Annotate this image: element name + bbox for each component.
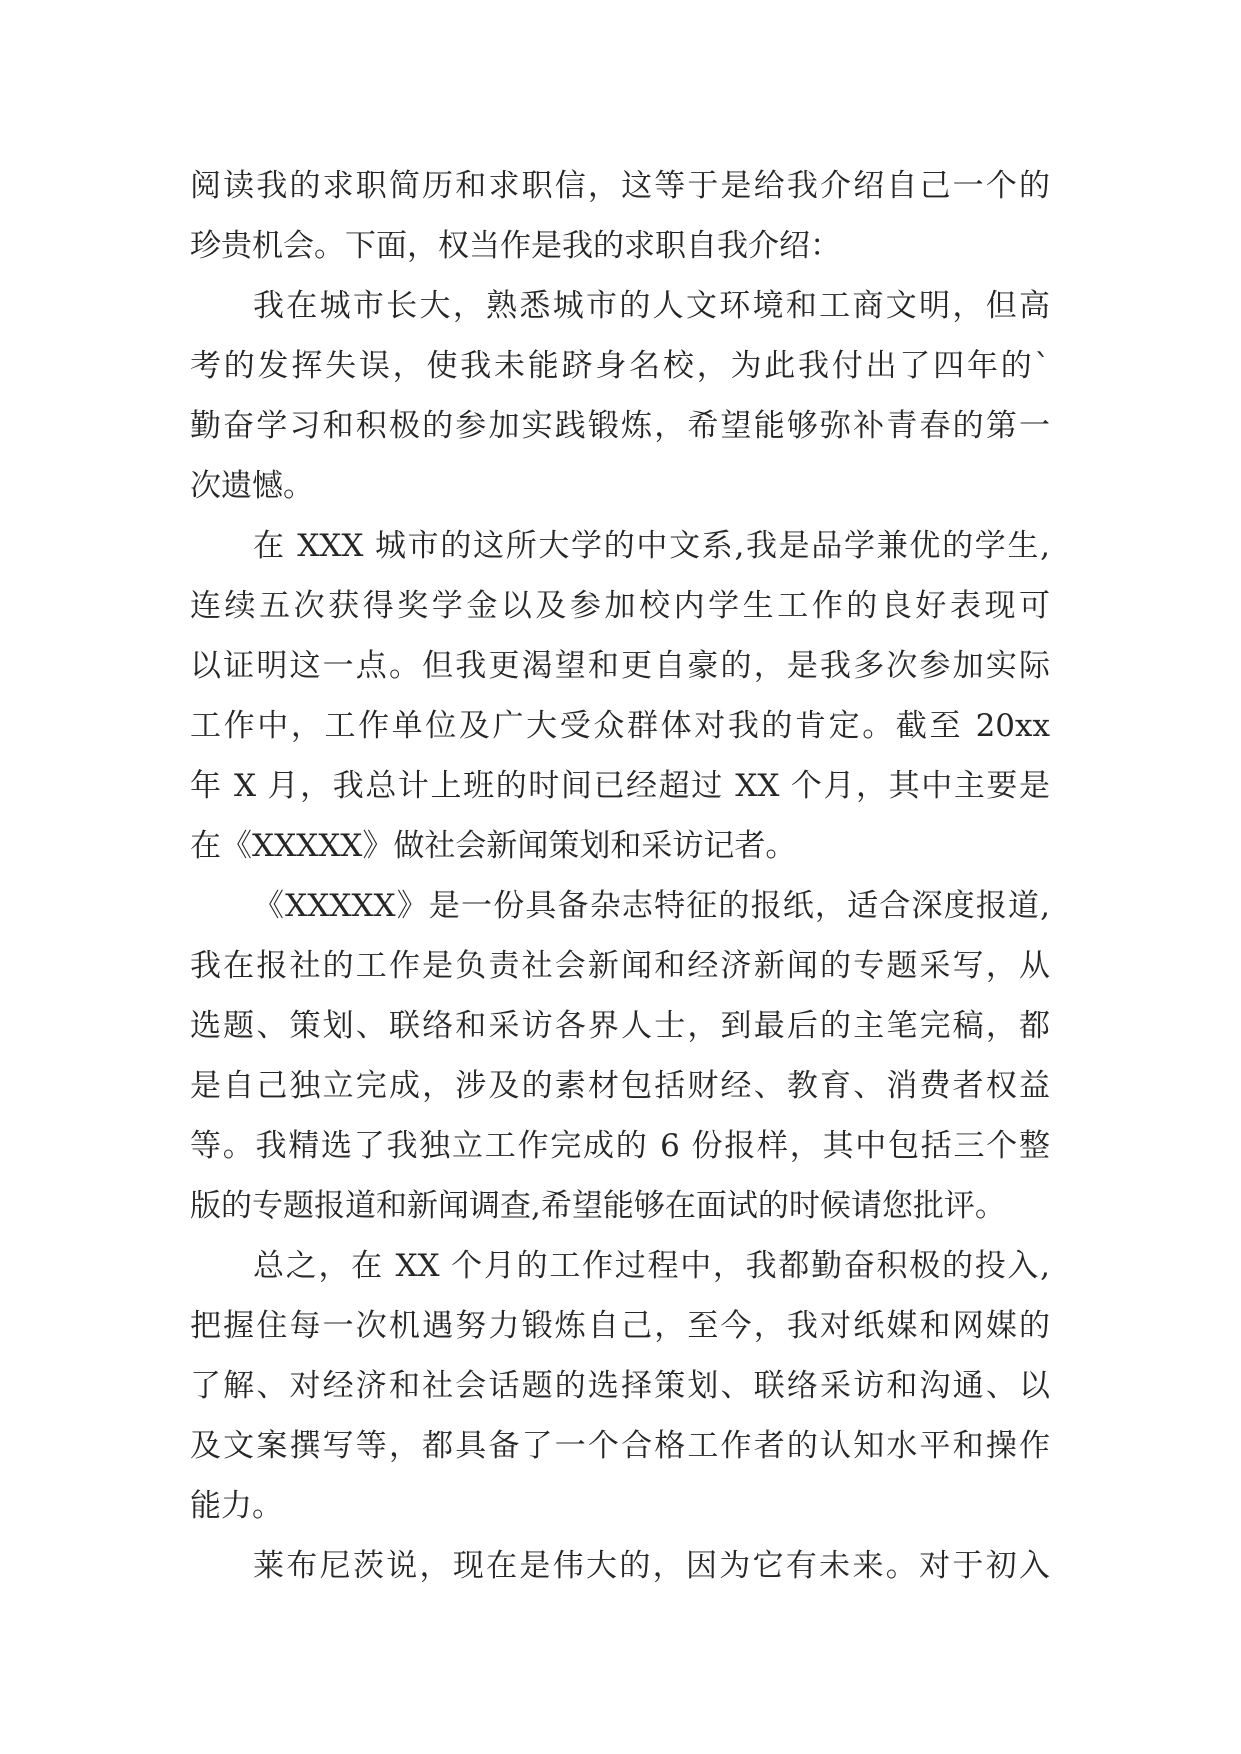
text-line: 把握住每一次机遇努力锻炼自己，至今，我对纸媒和网媒的 — [190, 1308, 1050, 1344]
text-line: 在 XXX 城市的这所大学的中文系,我是品学兼优的学生, — [253, 528, 1050, 564]
text-line: 次遗憾。 — [190, 468, 314, 504]
text-line: 及文案撰写等，都具备了一个合格工作者的认知水平和操作 — [190, 1428, 1050, 1464]
text-line: 珍贵机会。下面，权当作是我的求职自我介绍： — [190, 228, 841, 264]
text-line: 《XXXXX》是一份具备杂志特征的报纸，适合深度报道, — [253, 888, 1050, 924]
text-line: 在《XXXXX》做社会新闻策划和采访记者。 — [190, 828, 797, 864]
document-body — [190, 156, 1050, 1596]
text-line: 莱布尼茨说，现在是伟大的，因为它有未来。对于初入 — [253, 1548, 1050, 1584]
text-line: 了解、对经济和社会话题的选择策划、联络采访和沟通、以 — [190, 1368, 1050, 1404]
text-line: 选题、策划、联络和采访各界人士，到最后的主笔完稿，都 — [190, 1008, 1050, 1044]
text-line: 以证明这一点。但我更渴望和更自豪的，是我多次参加实际 — [190, 648, 1050, 684]
text-line: 连续五次获得奖学金以及参加校内学生工作的良好表现可 — [190, 588, 1050, 624]
text-line: 能力。 — [190, 1488, 283, 1524]
text-line: 我在报社的工作是负责社会新闻和经济新闻的专题采写，从 — [190, 948, 1050, 984]
text-line: 是自己独立完成，涉及的素材包括财经、教育、消费者权益 — [190, 1068, 1050, 1104]
text-line: 年 X 月，我总计上班的时间已经超过 XX 个月，其中主要是 — [190, 768, 1050, 804]
text-line: 阅读我的求职简历和求职信，这等于是给我介绍自己一个的 — [190, 168, 1050, 204]
text-line: 总之，在 XX 个月的工作过程中，我都勤奋积极的投入, — [253, 1248, 1050, 1284]
text-line: 等。我精选了我独立工作完成的 6 份报样，其中包括三个整 — [190, 1128, 1050, 1164]
text-line: 考的发挥失误，使我未能跻身名校，为此我付出了四年的` — [190, 348, 1050, 384]
text-line: 版的专题报道和新闻调查,希望能够在面试的时候请您批评。 — [190, 1188, 1006, 1224]
text-line: 勤奋学习和积极的参加实践锻炼，希望能够弥补青春的第一 — [190, 408, 1050, 444]
text-line: 我在城市长大，熟悉城市的人文环境和工商文明，但高 — [253, 288, 1050, 324]
text-line: 工作中，工作单位及广大受众群体对我的肯定。截至 20xx — [190, 708, 1050, 744]
